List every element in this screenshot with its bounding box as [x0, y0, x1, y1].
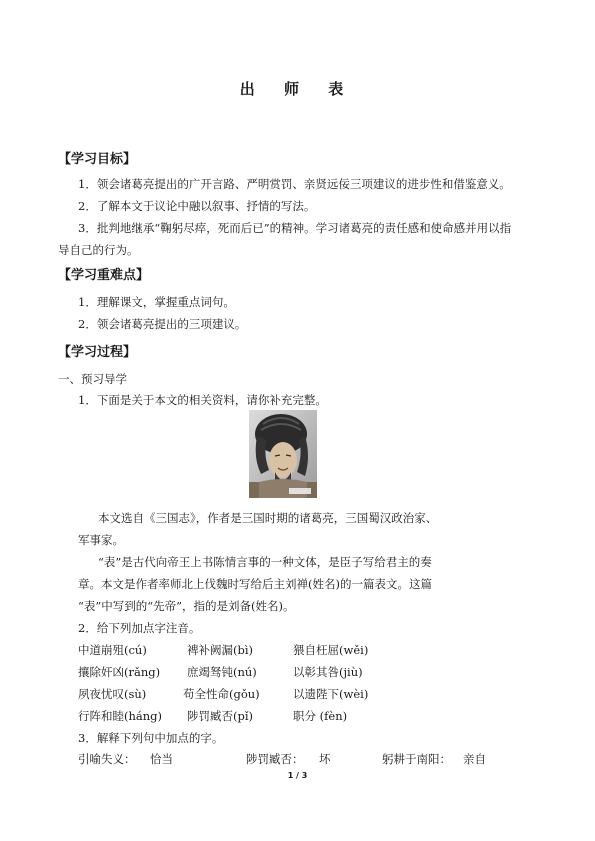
pinyin-item: 陟罚臧否(pǐ) [187, 709, 254, 723]
pinyin-item: 攘除奸凶(rǎng) [78, 665, 161, 679]
pinyin-item: 职分 (fèn) [293, 709, 348, 723]
preview-guide-label: 一、预习导学 [58, 372, 127, 386]
question-3: 3．解释下列句中加点的字。 [78, 731, 224, 745]
objectives-heading: 【学习目标】 [58, 152, 137, 167]
explain-term: 躬耕于南阳： [382, 752, 451, 766]
question-1: 1．下面是关于本文的相关资料，请你补充完整。 [78, 393, 327, 407]
intro-line-2: 军事家。 [78, 533, 124, 547]
pinyin-item: 裨补阙漏(bì) [187, 643, 254, 657]
question-2: 2．给下列加点字注音。 [78, 621, 201, 635]
objective-item-3-cont: 导自己的行为。 [58, 243, 139, 257]
pinyin-item: 夙夜忧叹(sù) [78, 687, 147, 701]
page-number: 1 / 3 [287, 771, 308, 780]
pinyin-item: 以彰其咎(jiù) [293, 665, 363, 679]
pinyin-item: 猥自枉屈(wěi) [293, 643, 369, 657]
pinyin-item: 行阵和睦(háng) [78, 709, 163, 723]
page-title: 出 师 表 [239, 80, 356, 98]
pinyin-item: 庶竭驽钝(nú) [187, 665, 257, 679]
explain-term: 引喻失义： [78, 752, 136, 766]
explain-answer: 坏 [319, 752, 331, 766]
explain-term: 陟罚臧否： [246, 752, 304, 766]
intro-line-4: 章。本文是作者率师北上伐魏时写给后主刘禅(姓名)的一篇表文。这篇 [78, 577, 432, 591]
key-point-item-1: 1．理解课文，掌握重点词句。 [78, 295, 235, 309]
zhuge-liang-portrait-image [249, 410, 317, 498]
explain-answer: 亲自 [463, 752, 486, 766]
objective-item-2: 2．了解本文于议论中融以叙事、抒情的写法。 [78, 199, 316, 213]
pinyin-item: 以遗陛下(wèi) [293, 687, 369, 701]
pinyin-item: 苟全性命(gǒu) [183, 687, 260, 701]
objective-item-3: 3．批判地继承“鞠躬尽瘁，死而后已”的精神。学习诸葛亮的责任感和使命感并用以指 [78, 221, 512, 235]
objective-item-1: 1．领会诸葛亮提出的广开言路、严明赏罚、亲贤远佞三项建议的进步性和借鉴意义。 [78, 177, 511, 191]
pinyin-item: 中道崩殂(cú) [78, 643, 147, 657]
intro-line-5: “表”中写到的“先帝”，指的是刘备(姓名)。 [78, 599, 295, 613]
key-point-item-2: 2．领会诸葛亮提出的三项建议。 [78, 317, 247, 331]
explain-answer: 恰当 [150, 752, 173, 766]
key-points-heading: 【学习重难点】 [58, 268, 150, 283]
intro-line-3: “表”是古代向帝王上书陈情言事的一种文体，是臣子写给君主的奏 [98, 555, 432, 569]
intro-line-1: 本文选自《三国志》，作者是三国时期的诸葛亮，三国蜀汉政治家、 [98, 511, 438, 525]
process-heading: 【学习过程】 [58, 345, 137, 360]
